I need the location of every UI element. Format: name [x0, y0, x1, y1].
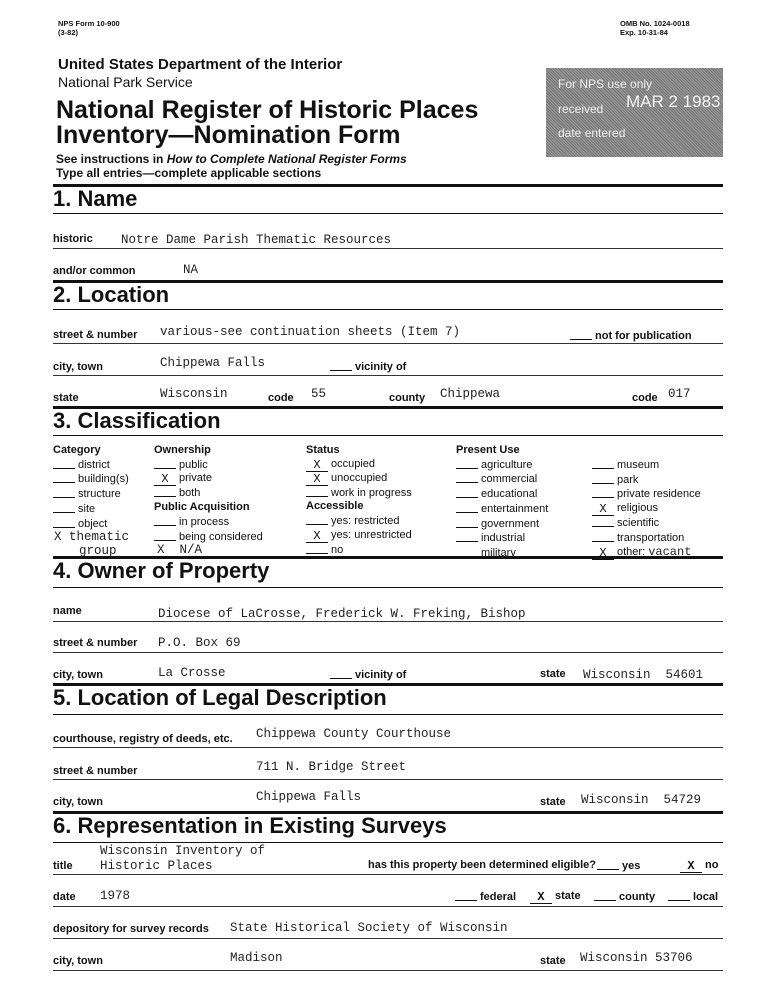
owner-name-label: name [53, 605, 82, 617]
survey-title-field[interactable]: Wisconsin Inventory of [100, 844, 266, 858]
section-name [53, 184, 723, 214]
present-use-column [456, 444, 548, 561]
accessible-no[interactable]: no [306, 543, 412, 558]
county-code-field[interactable]: 017 [668, 387, 691, 401]
ownership-both[interactable]: both [154, 486, 263, 501]
survey-title-field-2: Historic Places [100, 859, 213, 873]
instructions-2: Type all entries—complete applicable sections [56, 166, 322, 180]
not-for-publication-checkbox[interactable]: not for publication [570, 329, 692, 342]
received-label: received [558, 102, 604, 116]
historic-label: historic [53, 233, 93, 245]
survey-date-field[interactable]: 1978 [100, 889, 131, 903]
section-existing-surveys [53, 811, 723, 843]
use-commercial[interactable]: commercial [456, 472, 548, 487]
status-column [306, 444, 412, 558]
common-name-field[interactable]: NA [183, 263, 199, 277]
use-transportation[interactable]: transportation [592, 531, 701, 546]
service: National Park Service [58, 74, 193, 90]
status-work-in-progress[interactable]: work in progress [306, 486, 412, 501]
date-entered-label: date entered [558, 126, 626, 140]
survey-state-checkbox[interactable]: X state [530, 890, 581, 904]
accessible-heading: Accessible [306, 500, 364, 513]
historic-field[interactable]: Notre Dame Parish Thematic Resources [121, 233, 392, 247]
survey-date-label: date [53, 891, 76, 903]
eligible-no-checkbox[interactable]: X no [680, 859, 718, 873]
county-code-label: code [632, 392, 658, 404]
section-classification [53, 406, 723, 436]
present-use-heading: Present Use [456, 444, 520, 456]
survey-local-checkbox[interactable]: local [668, 890, 718, 903]
stamp-label: For NPS use only [558, 77, 653, 91]
ownership-private[interactable]: X private [154, 472, 263, 486]
use-religious[interactable]: X religious [592, 502, 701, 516]
category-object[interactable]: object [53, 517, 129, 532]
category-district[interactable]: district [53, 458, 129, 473]
city-label: city, town [53, 361, 103, 373]
legal-state-field[interactable]: Wisconsin 54729 [581, 793, 702, 807]
owner-street-field[interactable]: P.O. Box 69 [158, 636, 241, 650]
depository-field[interactable]: State Historical Society of Wisconsin [230, 921, 508, 935]
legal-street-label: street & number [53, 765, 138, 777]
owner-city-field[interactable]: La Crosse [158, 666, 226, 680]
section-owner [53, 556, 723, 588]
depository-state-field[interactable]: Wisconsin 53706 [580, 951, 693, 965]
use-other[interactable]: X other: vacant [592, 546, 701, 560]
thematic-group-entry[interactable]: X thematic [54, 530, 130, 545]
depository-label: depository for survey records [53, 923, 209, 935]
eligible-yes-checkbox[interactable]: yes [597, 859, 640, 872]
use-educational[interactable]: educational [456, 487, 548, 502]
owner-city-label: city, town [53, 669, 103, 681]
use-military[interactable]: military [456, 546, 548, 561]
section-heading: 5. Location of Legal Description [53, 685, 387, 710]
status-heading: Status [306, 444, 340, 456]
state-field[interactable]: Wisconsin [160, 387, 228, 401]
city-field[interactable]: Chippewa Falls [160, 356, 266, 370]
form-title-2: Inventory—Nomination Form [56, 121, 401, 149]
owner-name-field[interactable]: Diocese of LaCrosse, Frederick W. Freking, Bishop [158, 607, 526, 621]
ownership-heading: Ownership [154, 444, 211, 456]
section-heading: 6. Representation in Existing Surveys [53, 813, 447, 838]
section-location [53, 280, 723, 310]
category-column [53, 444, 129, 559]
ownership-public[interactable]: public [154, 458, 263, 473]
survey-title-label: title [53, 860, 73, 872]
legal-state-label: state [540, 796, 566, 808]
street-label: street & number [53, 329, 138, 341]
accessible-unrestricted[interactable]: X yes: unrestricted [306, 529, 412, 543]
owner-vicinity-checkbox[interactable]: vicinity of [330, 668, 406, 681]
public-acquisition-heading: Public Acquisition [154, 501, 250, 514]
status-unoccupied[interactable]: X unoccupied [306, 472, 412, 486]
category-buildings[interactable]: building(s) [53, 472, 129, 487]
status-occupied[interactable]: X occupied [306, 458, 412, 472]
use-private-residence[interactable]: private residence [592, 487, 701, 502]
use-government[interactable]: government [456, 517, 548, 532]
courthouse-label: courthouse, registry of deeds, etc. [53, 733, 233, 745]
form-title-1: National Register of Historic Places [56, 96, 479, 124]
form-number: NPS Form 10-900 (3-82) [58, 19, 120, 37]
survey-county-checkbox[interactable]: county [594, 890, 655, 903]
acquisition-na-entry[interactable]: X N/A [157, 543, 203, 558]
section-legal-description [53, 683, 723, 715]
instructions: See instructions in How to Complete National Register Forms [56, 152, 407, 166]
code-label: code [268, 392, 294, 404]
nps-use-stamp [546, 68, 723, 157]
depository-city-field[interactable]: Madison [230, 951, 283, 965]
use-museum[interactable]: museum [592, 458, 701, 473]
owner-state-label: state [540, 668, 566, 680]
state-label: state [53, 392, 79, 404]
use-scientific[interactable]: scientific [592, 516, 701, 531]
section-heading: 4. Owner of Property [53, 558, 270, 583]
depository-city-label: city, town [53, 955, 103, 967]
courthouse-field[interactable]: Chippewa County Courthouse [256, 727, 452, 741]
use-industrial[interactable]: industrial [456, 531, 548, 546]
depository-state-label: state [540, 955, 566, 967]
owner-street-label: street & number [53, 637, 138, 649]
category-structure[interactable]: structure [53, 487, 129, 502]
section-heading: 1. Name [53, 186, 138, 211]
ownership-column [154, 444, 263, 558]
common-name-label: and/or common [53, 265, 136, 277]
category-site[interactable]: site [53, 502, 129, 517]
section-heading: 2. Location [53, 282, 170, 307]
street-field[interactable]: various-see continuation sheets (Item 7) [160, 325, 461, 339]
thematic-group-entry-2: group [79, 544, 117, 559]
department: United States Department of the Interior [58, 56, 343, 73]
use-entertainment[interactable]: entertainment [456, 502, 548, 517]
omb-number: OMB No. 1024-0018 Exp. 10-31-84 [620, 19, 690, 37]
legal-street-field[interactable]: 711 N. Bridge Street [256, 760, 407, 774]
county-field[interactable]: Chippewa [440, 387, 501, 401]
use-park[interactable]: park [592, 473, 701, 488]
section-heading: 3. Classification [53, 408, 221, 433]
other-use-value[interactable]: vacant [648, 544, 692, 559]
survey-federal-checkbox[interactable]: federal [455, 890, 516, 903]
use-agriculture[interactable]: agriculture [456, 458, 548, 473]
county-label: county [389, 392, 426, 404]
eligible-question: has this property been determined eligible? [368, 859, 596, 871]
category-heading: Category [53, 444, 101, 456]
received-date: MAR 2 1983 [626, 92, 721, 111]
owner-state-field[interactable]: Wisconsin 54601 [583, 668, 704, 682]
present-use-column-2 [592, 458, 701, 560]
acquisition-in-process[interactable]: in process [154, 515, 263, 530]
acquisition-being-considered[interactable]: being considered [154, 530, 263, 545]
state-code-field[interactable]: 55 [311, 387, 327, 401]
legal-city-field[interactable]: Chippewa Falls [256, 790, 362, 804]
accessible-restricted[interactable]: yes: restricted [306, 514, 412, 529]
vicinity-checkbox[interactable]: vicinity of [330, 360, 406, 373]
legal-city-label: city, town [53, 796, 103, 808]
